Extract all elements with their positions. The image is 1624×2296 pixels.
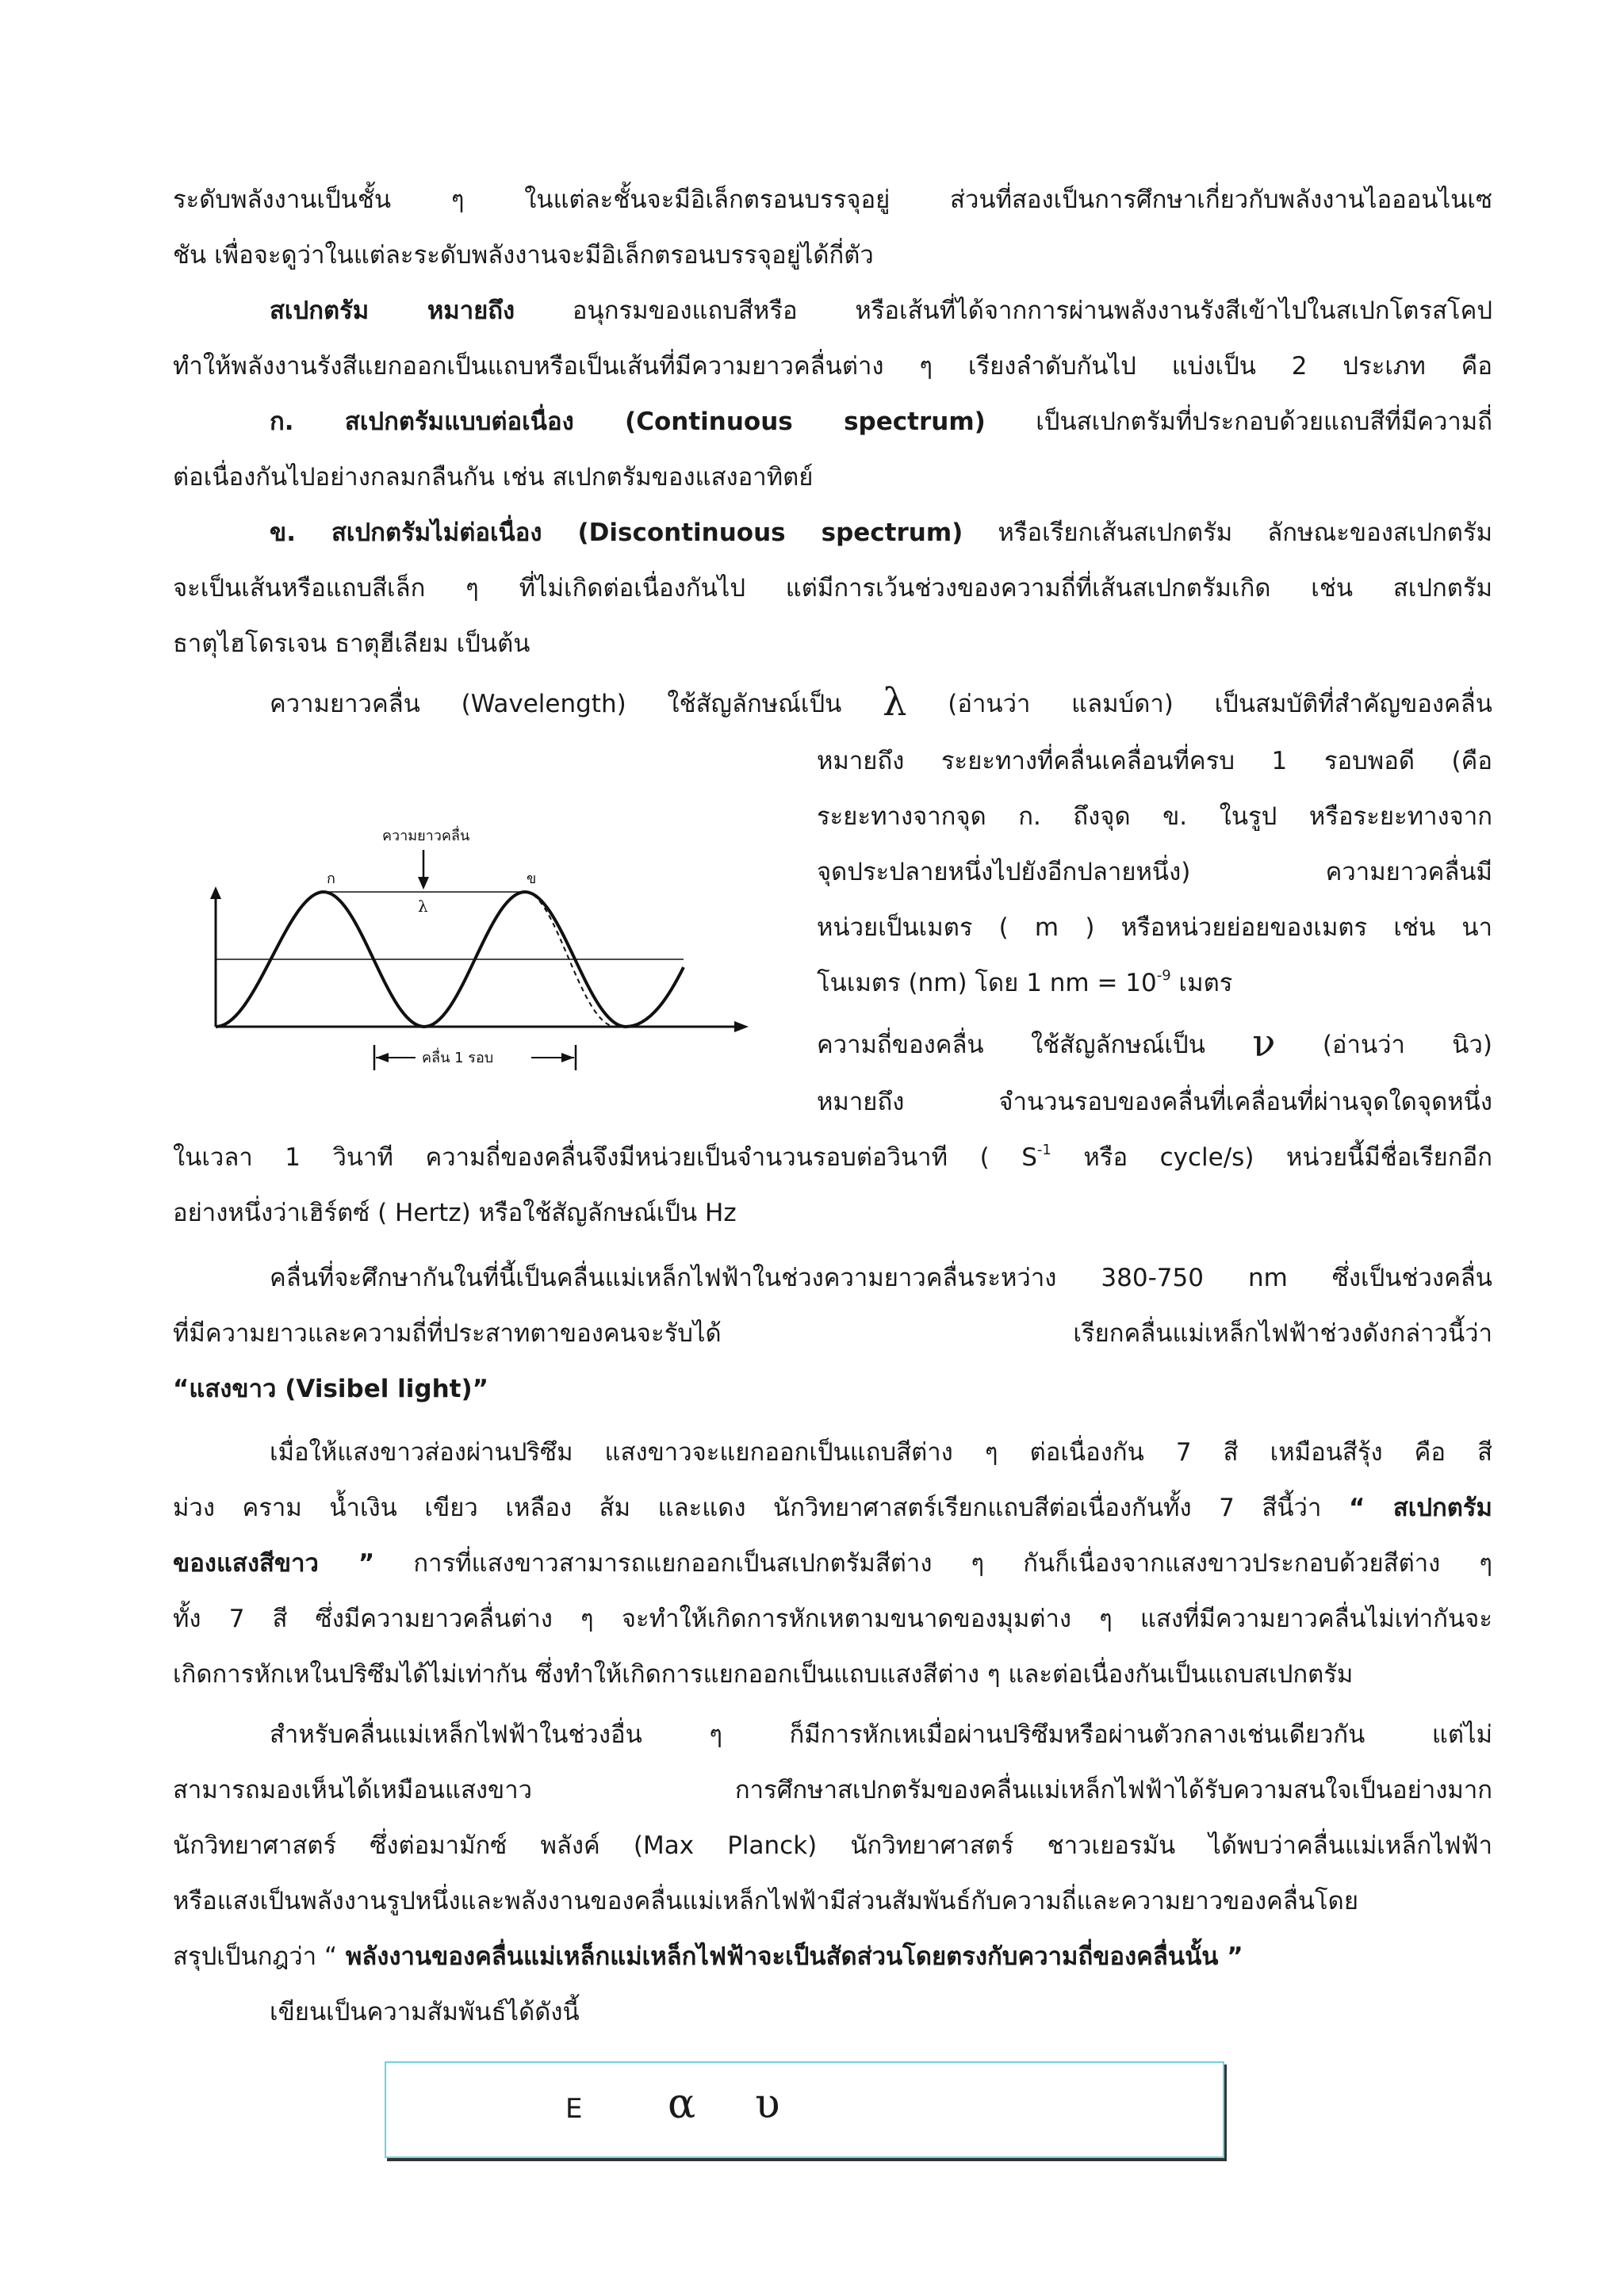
paragraph-wavelength-line-5: หน่วยเป็นเมตร ( m ) หรือหน่วยย่อยของเมตร เช่น นา: [817, 913, 1492, 942]
cycle-arrowhead-right: [561, 1053, 574, 1062]
paragraph-frequency-line-4: อย่างหนึ่งว่าเฮิร์ตซ์ ( Hertz) หรือใช้สัญลักษณ์เป็น Hz: [173, 1199, 737, 1227]
paragraph-frequency-line-2: หมายถึง จำนวนรอบของคลื่นที่เคลื่อนที่ผ่านจุดใดจุดหนึ่ง: [817, 1088, 1492, 1116]
y-axis: [210, 886, 221, 1027]
term-visible-light: “แสงขาว (Visibel light)”: [173, 1375, 489, 1403]
paragraph-prism-line-4: ทั้ง 7 สี ซึ่งมีความยาวคลื่นต่าง ๆ จะทำให้เกิดการหักเหตามขนาดของมุมต่าง ๆ แสงที่มีความยาวคลื่นไม่เท่ากันจะ: [173, 1605, 1492, 1633]
term-spectrum: สเปกตรัม หมายถึง: [270, 297, 515, 325]
paragraph-em-line-4: หรือแสงเป็นพลังงานรูปหนึ่งและพลังงานของคลื่นแม่เหล็กไฟฟ้ามีส่วนสัมพันธ์กับความถี่และความยาวของคลื่นโดย: [173, 1887, 1358, 1915]
paragraph-intro-line-1: ระดับพลังงานเป็นชั้น ๆ ในแต่ละชั้นจะมีอิเล็กตรอนบรรจุอยู่ ส่วนที่สองเป็นการศึกษาเกี่ยวกับพลังงานไอออนไนเซ: [173, 186, 1492, 214]
paragraph-em-line-5: สรุปเป็นกฎว่า “ พลังงานของคลื่นแม่เหล็กแม่เหล็กไฟฟ้าจะเป็นสัดส่วนโดยตรงกับความถี่ของคลื่นนั้น ”: [173, 1942, 1243, 1971]
lambda-symbol: λ: [883, 680, 907, 725]
paragraph-intro-line-2: ชัน เพื่อจะดูว่าในแต่ละระดับพลังงานจะมีอิเล็กตรอนบรรจุอยู่ได้กี่ตัว: [173, 241, 874, 270]
paragraph-frequency-line-1: ความถี่ของคลื่น ใช้สัญลักษณ์เป็น ν (อ่านว่า นิว): [817, 1021, 1492, 1066]
paragraph-visible-line-3: [173, 1373, 1492, 1405]
wave-diagram: [208, 801, 763, 1086]
equation-energy: E: [565, 2093, 583, 2125]
paragraph-visible-line-2: ที่มีความยาวและความถี่ที่ประสาทตาของคนจะรับได้ เรียกคลื่นแม่เหล็กไฟฟ้าช่วงดังกล่าวนี้ว่า: [173, 1319, 1492, 1348]
paragraph-em-line-1: สำหรับคลื่นแม่เหล็กไฟฟ้าในช่วงอื่น ๆ ก็มีการหักเหเมื่อผ่านปริซึมหรือผ่านตัวกลางเช่นเดียวกัน แต่ไม่: [270, 1720, 1492, 1749]
wavelength-pointer-arrowhead: [418, 877, 429, 890]
paragraph-wavelength-line-1: ความยาวคลื่น (Wavelength) ใช้สัญลักษณ์เป็น λ (อ่านว่า แลมบ์ดา) เป็นสมบัติที่สำคัญของคลื่น: [270, 680, 1492, 725]
paragraph-wavelength-line-2: หมายถึง ระยะทางที่คลื่นเคลื่อนที่ครบ 1 รอบพอดี (คือ: [817, 747, 1492, 775]
proportional-symbol: α: [668, 2080, 696, 2128]
term-planck-law: พลังงานของคลื่นแม่เหล็กแม่เหล็กไฟฟ้าจะเป็นสัดส่วนโดยตรงกับความถี่ของคลื่นนั้น ”: [337, 1942, 1243, 1971]
label-ko: ก: [327, 871, 335, 887]
label-kho: ข: [527, 871, 537, 887]
paragraph-prism-line-2: ม่วง คราม น้ำเงิน เขียว เหลือง ส้ม และแดง นักวิทยาศาสตร์เรียกแถบสีต่อเนื่องกันทั้ง 7 สีนี้ว่า “ สเปกตรัม: [173, 1494, 1492, 1522]
paragraph-prism-line-3: ของแสงสีขาว ” การที่แสงขาวสามารถแยกออกเป็นสเปกตรัมสีต่าง ๆ กันก็เนื่องจากแสงขาวประกอบด้วยสีต่าง ๆ: [173, 1549, 1493, 1578]
paragraph-continuous-line-2: ต่อเนื่องกันไปอย่างกลมกลืนกัน เช่น สเปกตรัมของแสงอาทิตย์: [173, 463, 814, 492]
label-lambda: λ: [418, 897, 428, 916]
paragraph-relation-line: เขียนเป็นความสัมพันธ์ได้ดังนี้: [270, 1998, 580, 2026]
paragraph-continuous-line-1: ก. สเปกตรัมแบบต่อเนื่อง (Continuous spectrum) เป็นสเปกตรัมที่ประกอบด้วยแถบสีที่มีความถี่: [270, 408, 1493, 436]
paragraph-spectrum-line-1: สเปกตรัม หมายถึง อนุกรมของแถบสีหรือ หรือเส้นที่ได้จากการผ่านพลังงานรังสีเข้าไปในสเปกโตรสโคป: [270, 297, 1492, 325]
label-wavelength: ความยาวคลื่น: [382, 828, 470, 844]
nu-symbol: ν: [1252, 1021, 1276, 1066]
paragraph-discontinuous-line-1: ข. สเปกตรัมไม่ต่อเนื่อง (Discontinuous spectrum) หรือเรียกเส้นสเปกตรัม ลักษณะของสเปกตรัม: [270, 519, 1493, 547]
paragraph-visible-line-1: คลื่นที่จะศึกษากันในที่นี้เป็นคลื่นแม่เหล็กไฟฟ้าในช่วงความยาวคลื่นระหว่าง 380-750 nm ซึ่งเป็นช่วงคลื่น: [270, 1264, 1492, 1292]
equation-frequency: υ: [755, 2080, 780, 2128]
paragraph-em-line-2: สามารถมองเห็นได้เหมือนแสงขาว การศึกษาสเปกตรัมของคลื่นแม่เหล็กไฟฟ้าได้รับความสนใจเป็นอย่างมาก: [173, 1776, 1492, 1804]
x-axis: [216, 1021, 749, 1032]
term-white-light-spectrum: “ สเปกตรัม: [1348, 1494, 1492, 1522]
label-one-cycle: คลื่น 1 รอบ: [422, 1050, 494, 1066]
cycle-arrowhead-left: [376, 1053, 389, 1062]
paragraph-wavelength-line-3: ระยะทางจากจุด ก. ถึงจุด ข. ในรูป หรือระยะทางจาก: [817, 802, 1492, 831]
paragraph-discontinuous-line-2: จะเป็นเส้นหรือแถบสีเล็ก ๆ ที่ไม่เกิดต่อเนื่องกันไป แต่มีการเว้นช่วงของความถี่ที่เส้นสเปกตรัมเกิด เช่น สเปกตรัม: [173, 574, 1492, 603]
term-discontinuous-spectrum: ข. สเปกตรัมไม่ต่อเนื่อง (Discontinuous spectrum): [270, 519, 963, 547]
paragraph-frequency-line-3: ในเวลา 1 วินาที ความถี่ของคลื่นจึงมีหน่วยเป็นจำนวนรอบต่อวินาที ( $S^{-1}$ หรือ cycle/s) หน่วยนี้มีชื่อเรียกอีก: [173, 1142, 1492, 1172]
paragraph-discontinuous-line-3: ธาตุไฮโดรเจน ธาตุฮีเลียม เป็นต้น: [173, 629, 530, 658]
paragraph-wavelength-line-4: จุดประปลายหนึ่งไปยังอีกปลายหนึ่ง) ความยาวคลื่นมี: [817, 858, 1492, 886]
paragraph-spectrum-line-2: ทำให้พลังงานรังสีแยกออกเป็นแถบหรือเป็นเส้นที่มีความยาวคลื่นต่าง ๆ เรียงลำดับกันไป แบ่งเป็น 2 ประเภท คือ: [173, 352, 1492, 381]
paragraph-prism-line-5: เกิดการหักเหในปริซึมได้ไม่เท่ากัน ซึ่งทำให้เกิดการแยกออกเป็นแถบแสงสีต่าง ๆ และต่อเนื่องกันเป็นแถบสเปกตรัม: [173, 1660, 1354, 1689]
term-continuous-spectrum: ก. สเปกตรัมแบบต่อเนื่อง (Continuous spectrum): [270, 408, 986, 436]
paragraph-em-line-3: นักวิทยาศาสตร์ ซึ่งต่อมามักซ์ พลังค์ (Max Planck) นักวิทยาศาสตร์ ชาวเยอรมัน ได้พบว่าคลื่นแม่เหล็กไฟฟ้า: [173, 1831, 1492, 1860]
paragraph-wavelength-line-6: โนเมตร (nm) โดย 1 nm = $10^{-9}$ เมตร: [817, 967, 1233, 997]
paragraph-prism-line-1: เมื่อให้แสงขาวส่องผ่านปริซึม แสงขาวจะแยกออกเป็นแถบสีต่าง ๆ ต่อเนื่องกัน 7 สี เหมือนสีรุ้ง คือ สี: [270, 1438, 1492, 1467]
equation-box: [385, 2061, 1224, 2158]
